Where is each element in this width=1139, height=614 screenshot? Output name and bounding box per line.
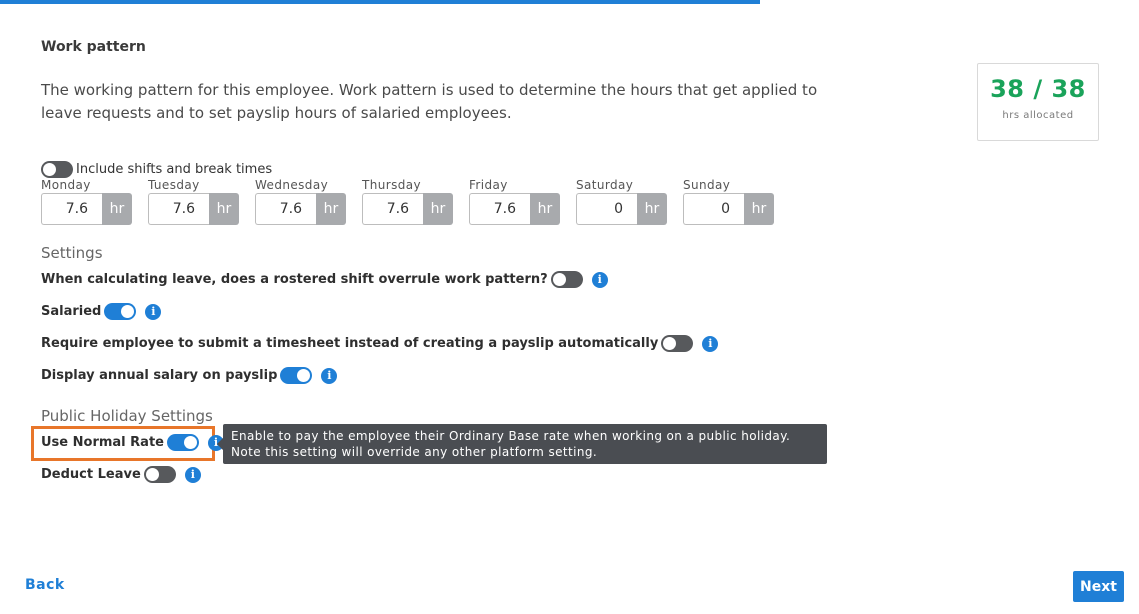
tuesday-hours-input[interactable] [148,193,209,225]
section-title: Work pattern [41,39,146,55]
day-input-group [255,193,346,225]
sunday-hours-input[interactable] [683,193,744,225]
info-icon[interactable]: i [321,368,337,384]
monday-hours-input[interactable] [41,193,102,225]
setting-label: When calculating leave, does a rostered shift overrule work pattern? [41,272,548,287]
setting-require-timesheet [41,335,718,352]
tooltip-line: Enable to pay the employee their Ordinary Base rate when working on a public holiday. [231,429,791,443]
tooltip-line: Note this setting will override any other platform setting. [231,445,598,459]
day-label: Monday [41,178,91,192]
setting-use-normal-rate [41,434,224,451]
back-link[interactable]: Back [25,577,65,593]
progress-bar [0,0,760,4]
next-button[interactable]: Next [1073,571,1124,602]
salaried-toggle[interactable] [104,303,136,320]
day-saturday [576,178,667,225]
day-monday [41,178,132,225]
setting-roster-overrule [41,271,608,288]
display-salary-toggle[interactable] [280,367,312,384]
day-input-group [41,193,132,225]
setting-label: Deduct Leave [41,467,141,482]
public-holiday-heading: Public Holiday Settings [41,407,213,425]
day-label: Tuesday [148,178,200,192]
day-label: Thursday [362,178,421,192]
deduct-leave-toggle[interactable] [144,466,176,483]
roster-overrule-toggle[interactable] [551,271,583,288]
toggle-knob [553,273,566,286]
use-normal-rate-toggle[interactable] [167,434,199,451]
setting-display-salary [41,367,337,384]
toggle-knob [297,369,310,382]
thursday-hours-input[interactable] [362,193,423,225]
day-input-group [148,193,239,225]
hr-suffix: hr [637,193,667,225]
day-sunday [683,178,774,225]
day-label: Friday [469,178,508,192]
hours-allocated-value: 38 / 38 [990,75,1086,103]
toggle-knob [663,337,676,350]
toggle-knob [184,436,197,449]
day-input-group [362,193,453,225]
hours-allocated-label: hrs allocated [1002,110,1074,121]
include-shifts-row [41,161,272,178]
include-shifts-toggle[interactable] [41,161,73,178]
friday-hours-input[interactable] [469,193,530,225]
toggle-knob [43,163,56,176]
setting-deduct-leave [41,466,201,483]
info-icon[interactable]: i [592,272,608,288]
hr-suffix: hr [102,193,132,225]
info-icon[interactable]: i [145,304,161,320]
info-icon[interactable]: i [702,336,718,352]
day-hours-row [41,178,774,225]
toggle-knob [146,468,159,481]
settings-heading: Settings [41,244,103,262]
hr-suffix: hr [316,193,346,225]
hr-suffix: hr [744,193,774,225]
require-timesheet-toggle[interactable] [661,335,693,352]
day-thursday [362,178,453,225]
day-wednesday [255,178,346,225]
setting-salaried [41,303,161,320]
day-input-group [469,193,560,225]
setting-label: Require employee to submit a timesheet instead of creating a payslip automatically [41,336,659,351]
day-input-group [683,193,774,225]
use-normal-rate-tooltip [223,424,827,464]
hr-suffix: hr [423,193,453,225]
day-label: Sunday [683,178,731,192]
hr-suffix: hr [530,193,560,225]
toggle-knob [121,305,134,318]
saturday-hours-input[interactable] [576,193,637,225]
wednesday-hours-input[interactable] [255,193,316,225]
day-tuesday [148,178,239,225]
day-friday [469,178,560,225]
setting-label: Use Normal Rate [41,435,164,450]
setting-label: Salaried [41,304,102,319]
info-icon[interactable]: i [185,467,201,483]
hr-suffix: hr [209,193,239,225]
day-label: Wednesday [255,178,329,192]
hours-allocated-card [977,63,1099,141]
day-label: Saturday [576,178,634,192]
setting-label: Display annual salary on payslip [41,368,278,383]
day-input-group [576,193,667,225]
work-pattern-description: The working pattern for this employee. Work pattern is used to determine the hours that get applied to leave requests and to set payslip hours of salaried employees. [41,81,818,122]
include-shifts-label: Include shifts and break times [76,162,273,177]
info-icon[interactable]: i [208,435,224,451]
